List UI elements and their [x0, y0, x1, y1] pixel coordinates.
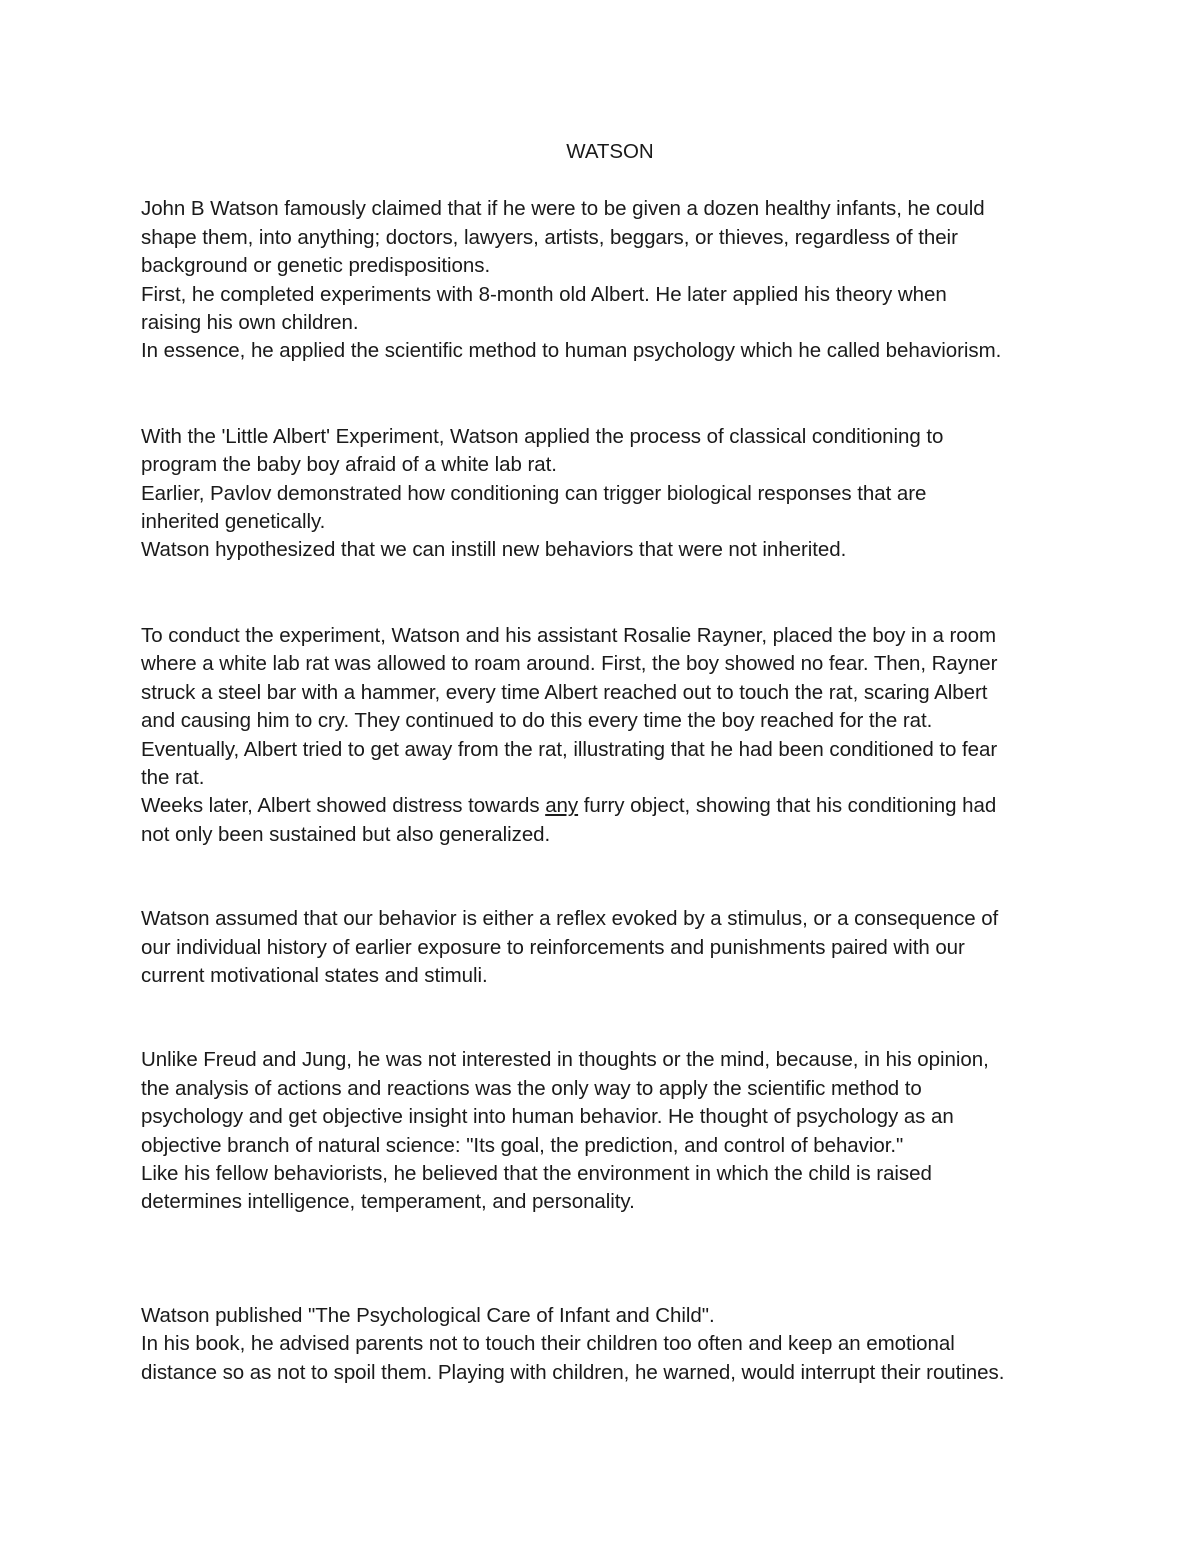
text-line: current motivational states and stimuli.	[141, 963, 488, 987]
text-fragment: furry object, showing that his conditioning had	[578, 794, 997, 818]
paragraph-experiment	[141, 622, 1071, 849]
text-line: In his book, he advised parents not to touch their children too often and keep an emotional	[141, 1332, 955, 1356]
paragraph-spacer	[141, 1217, 1071, 1302]
paragraph-spacer	[141, 990, 1071, 1046]
text-line: With the 'Little Albert' Experiment, Watson applied the process of classical conditioning to	[141, 424, 944, 448]
text-line-weeks-later	[141, 792, 1071, 820]
text-line: In essence, he applied the scientific method to human psychology which he called behaviorism.	[141, 339, 1002, 363]
text-line: Watson hypothesized that we can instill new behaviors that were not inherited.	[141, 538, 847, 562]
text-fragment: Weeks later, Albert showed distress towards	[141, 794, 546, 818]
text-line: not only been sustained but also generalized.	[141, 822, 551, 846]
paragraph-assumption	[141, 905, 1071, 990]
text-line: the analysis of actions and reactions was the only way to apply the scientific method to	[141, 1076, 922, 1100]
underlined-word: any	[545, 794, 579, 818]
paragraph-book	[141, 1302, 1071, 1387]
paragraph-intro	[141, 195, 1071, 365]
text-line: struck a steel bar with a hammer, every time Albert reached out to touch the rat, scaring Albert	[141, 680, 988, 704]
paragraph-spacer	[141, 849, 1071, 905]
text-line: Earlier, Pavlov demonstrated how conditioning can trigger biological responses that are	[141, 481, 927, 505]
text-line: Watson assumed that our behavior is either a reflex evoked by a stimulus, or a consequence of	[141, 907, 999, 931]
text-line: where a white lab rat was allowed to roam around. First, the boy showed no fear. Then, Rayner	[141, 652, 998, 676]
text-line: distance so as not to spoil them. Playing with children, he warned, would interrupt their routines.	[141, 1360, 1005, 1384]
text-line: First, he completed experiments with 8-month old Albert. He later applied his theory when	[141, 282, 947, 306]
text-line: Unlike Freud and Jung, he was not interested in thoughts or the mind, because, in his opinion,	[141, 1048, 989, 1072]
text-line: our individual history of earlier exposure to reinforcements and punishments paired with our	[141, 935, 965, 959]
paragraph-little-albert	[141, 423, 1071, 565]
text-line: the rat.	[141, 765, 205, 789]
text-line: program the baby boy afraid of a white lab rat.	[141, 453, 557, 477]
paragraph-freud-jung	[141, 1046, 1071, 1216]
paragraph-spacer	[141, 565, 1071, 622]
document-title: WATSON	[566, 140, 654, 163]
text-line: John B Watson famously claimed that if he were to be given a dozen healthy infants, he could	[141, 197, 985, 221]
text-line: Like his fellow behaviorists, he believed that the environment in which the child is raised	[141, 1161, 932, 1185]
text-line: Watson published "The Psychological Care of Infant and Child".	[141, 1303, 715, 1327]
text-line: raising his own children.	[141, 311, 359, 335]
text-line: psychology and get objective insight into human behavior. He thought of psychology as an	[141, 1105, 954, 1129]
paragraph-spacer	[141, 366, 1071, 423]
text-line: shape them, into anything; doctors, lawyers, artists, beggars, or thieves, regardless of their	[141, 225, 958, 249]
text-line: objective branch of natural science: "Its goal, the prediction, and control of behavior."	[141, 1133, 904, 1157]
document-body	[141, 138, 1071, 1387]
text-line: and causing him to cry. They continued to do this every time the boy reached for the rat.	[141, 709, 933, 733]
text-line: background or genetic predispositions.	[141, 254, 491, 278]
text-line: determines intelligence, temperament, and personality.	[141, 1190, 635, 1214]
text-line: Eventually, Albert tried to get away from the rat, illustrating that he had been conditioned to fear	[141, 737, 998, 761]
text-line: To conduct the experiment, Watson and his assistant Rosalie Rayner, placed the boy in a room	[141, 623, 996, 647]
text-line: inherited genetically.	[141, 510, 326, 534]
